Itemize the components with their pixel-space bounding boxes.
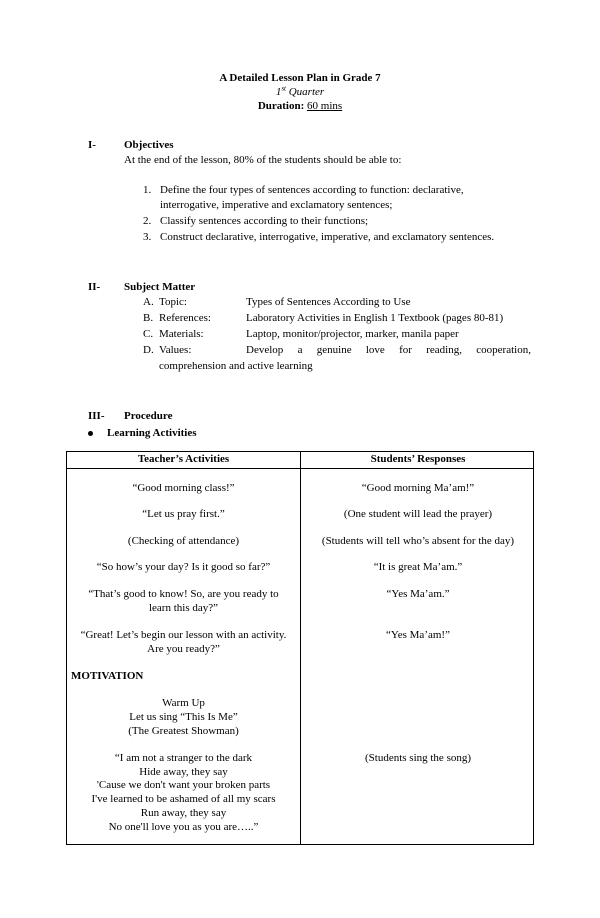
song-line: I've learned to be ashamed of all my scars	[91, 793, 276, 805]
quarter-ordinal: st	[281, 84, 286, 93]
teacher-activity: “So how’s your day? Is it good so far?”	[96, 561, 271, 573]
teacher-activity: “That’s good to know! So, are you ready to	[88, 588, 279, 600]
bullet-icon	[88, 431, 93, 436]
song-line: “I am not a stranger to the dark	[114, 752, 253, 764]
subject-value: Types of Sentences According to Use	[246, 296, 411, 308]
duration	[0, 100, 600, 113]
objective-text: Define the four types of sentences according to function: declarative,	[160, 184, 464, 196]
objective-text: interrogative, imperative and exclamatory sentences;	[160, 199, 393, 211]
student-response: “It is great Ma’am.”	[373, 561, 463, 573]
duration-value: 60 mins	[307, 100, 343, 112]
subject-heading: Subject Matter	[124, 281, 196, 293]
subject-numeral: II-	[88, 281, 101, 293]
subject-label: Materials:	[159, 328, 204, 340]
subject-value: Laboratory Activities in English 1 Textbook (pages 80-81)	[246, 312, 504, 324]
teacher-activity: (Checking of attendance)	[127, 535, 240, 547]
procedure-heading: Procedure	[124, 410, 173, 422]
student-response: (Students sing the song)	[364, 752, 472, 764]
song-line: 'Cause we don't want your broken parts	[96, 779, 271, 791]
teacher-activity: “Good morning class!”	[132, 482, 235, 494]
value-word: genuine	[316, 344, 352, 356]
song-line: No one'll love you as you are…..”	[108, 821, 259, 833]
col-header-students: Students’ Responses	[370, 453, 466, 465]
student-response: “Yes Ma’am!”	[386, 629, 450, 641]
student-response: (Students will tell who’s absent for the day)	[321, 535, 515, 547]
objective-text: Classify sentences according to their functions;	[160, 215, 369, 227]
teacher-activity: “Let us pray first.”	[142, 508, 225, 520]
teacher-activity: Are you ready?”	[147, 643, 220, 655]
procedure-numeral: III-	[88, 410, 105, 422]
activities-table	[66, 451, 534, 845]
quarter-number: 1	[275, 86, 282, 98]
warmup-line: Warm Up	[162, 697, 205, 709]
subject-letter: B.	[143, 312, 154, 324]
student-response: (One student will lead the prayer)	[343, 508, 493, 520]
quarter-label	[0, 86, 600, 99]
objectives-numeral: I-	[88, 139, 96, 151]
subject-letter: C.	[143, 328, 154, 340]
objective-number: 3.	[143, 231, 152, 243]
learning-activities-bullet	[88, 427, 197, 440]
song-line: Hide away, they say	[139, 766, 228, 778]
objective-number: 2.	[143, 215, 152, 227]
subject-label: Topic:	[159, 296, 187, 308]
value-word: cooperation,	[476, 344, 531, 356]
subject-letter: A.	[143, 296, 154, 308]
value-word: a	[297, 344, 303, 356]
value-word: for	[399, 344, 412, 356]
warmup-line: (The Greatest Showman)	[128, 725, 239, 737]
objectives-heading: Objectives	[124, 139, 174, 151]
warmup-line: Let us sing “This Is Me”	[129, 711, 238, 723]
subject-value: comprehension and active learning	[159, 360, 313, 372]
objective-number: 1.	[143, 184, 152, 196]
subject-value-justified	[246, 344, 531, 357]
subject-label: References:	[159, 312, 211, 324]
student-response: “Yes Ma’am.”	[386, 588, 450, 600]
duration-label: Duration:	[257, 100, 305, 112]
objective-text: Construct declarative, interrogative, imperative, and exclamatory sentences.	[160, 231, 495, 243]
value-word: love	[365, 344, 385, 356]
teacher-activity: “Great! Let’s begin our lesson with an activity.	[80, 629, 287, 641]
subject-letter: D.	[143, 344, 154, 356]
col-header-teacher: Teacher’s Activities	[137, 453, 230, 465]
value-word: Develop	[246, 344, 284, 356]
song-line: Run away, they say	[140, 807, 227, 819]
subject-label: Values:	[159, 344, 192, 356]
student-response: “Good morning Ma’am!”	[361, 482, 475, 494]
learning-activities-label: Learning Activities	[107, 427, 197, 439]
document-title: A Detailed Lesson Plan in Grade 7	[219, 72, 381, 84]
objectives-intro: At the end of the lesson, 80% of the students should be able to:	[124, 154, 402, 166]
motivation-heading: MOTIVATION	[71, 670, 144, 682]
quarter-word: Quarter	[285, 86, 325, 98]
subject-value: Laptop, monitor/projector, marker, manila paper	[246, 328, 459, 340]
teacher-activity: learn this day?”	[148, 602, 219, 614]
value-word: reading,	[426, 344, 462, 356]
